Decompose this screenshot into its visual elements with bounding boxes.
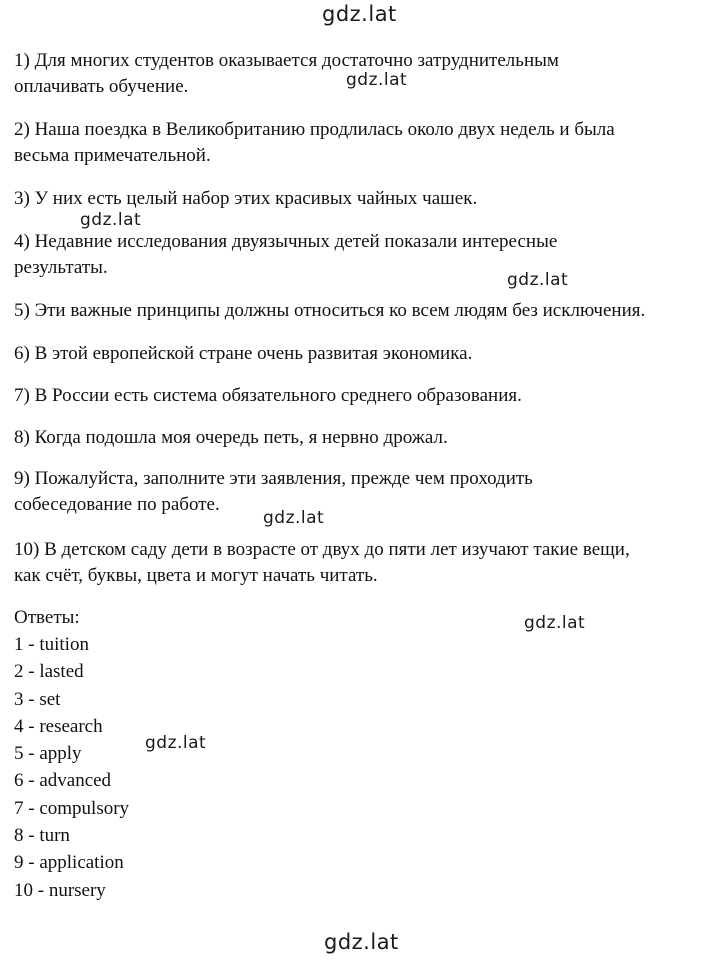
watermark-bottom: gdz.lat bbox=[324, 930, 399, 954]
watermark: gdz.lat bbox=[346, 70, 408, 90]
watermark-top: gdz.lat bbox=[322, 2, 397, 26]
answer-item: 8 - turn bbox=[14, 825, 70, 847]
sentence-6: 6) В этой европейской стране очень развитая экономика. bbox=[14, 343, 473, 364]
answer-item: 2 - lasted bbox=[14, 661, 84, 683]
answer-item: 10 - nursery bbox=[14, 879, 106, 901]
watermark: gdz.lat bbox=[507, 270, 569, 290]
sentence-5: 5) Эти важные принципы должны относиться ко всем людям без исключения. bbox=[14, 300, 646, 321]
watermark: gdz.lat bbox=[145, 733, 207, 753]
watermark: gdz.lat bbox=[80, 210, 142, 230]
answer-item: 3 - set bbox=[14, 688, 61, 710]
sentence-2: 2) Наша поездка в Великобританию продлилась около двух недель и была весьма примечательной. bbox=[14, 119, 615, 166]
answers-title: Ответы: bbox=[14, 607, 80, 628]
answers-list bbox=[14, 631, 129, 904]
sentence-7: 7) В России есть система обязательного среднего образования. bbox=[14, 385, 522, 406]
sentence-1: 1) Для многих студентов оказывается достаточно затруднительным оплачивать обучение. bbox=[14, 50, 559, 97]
sentence-3: 3) У них есть целый набор этих красивых чайных чашек. bbox=[14, 188, 478, 209]
answer-item: 1 - tuition bbox=[14, 634, 89, 655]
sentence-10: 10) В детском саду дети в возрасте от двух до пяти лет изучают такие вещи, как счёт, буквы, цвета и могут начать читать. bbox=[14, 539, 630, 586]
watermark: gdz.lat bbox=[524, 613, 586, 633]
answer-item: 9 - application bbox=[14, 852, 124, 874]
answer-item: 5 - apply bbox=[14, 743, 82, 765]
answer-item: 7 - compulsory bbox=[14, 797, 130, 819]
sentence-4: 4) Недавние исследования двуязычных детей показали интересные результаты. bbox=[14, 231, 558, 278]
answer-item: 4 - research bbox=[14, 715, 103, 737]
sentence-8: 8) Когда подошла моя очередь петь, я нервно дрожал. bbox=[14, 427, 448, 448]
sentence-9: 9) Пожалуйста, заполните эти заявления, прежде чем проходить собеседование по работе. bbox=[14, 468, 533, 515]
watermark: gdz.lat bbox=[263, 508, 325, 528]
answer-item: 6 - advanced bbox=[14, 770, 112, 792]
